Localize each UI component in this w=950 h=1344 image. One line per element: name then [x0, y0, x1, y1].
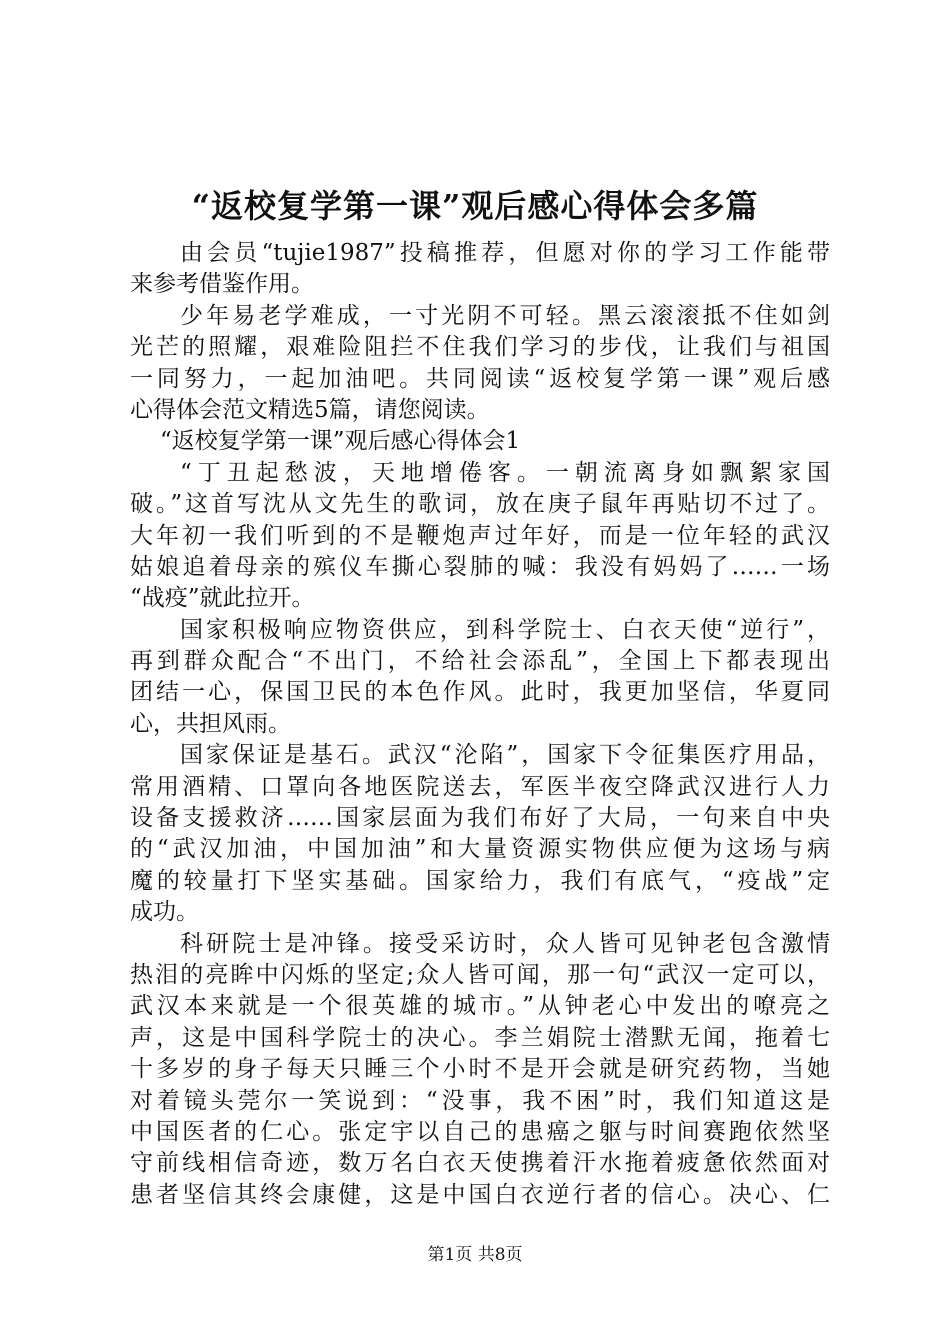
- paragraph-line: “战疫”就此拉开。: [130, 585, 315, 612]
- paragraph-line: 一同努力，一起加油吧。共同阅读“返校复学第一课”观后感: [130, 365, 830, 392]
- document-body: [130, 238, 830, 1211]
- paragraph-line: 常用酒精、口罩向各地医院送去，军医半夜空降武汉进行人力: [130, 773, 830, 800]
- paragraph-line: 中国医者的仁心。张定宇以自己的患癌之躯与时间赛跑依然坚: [130, 1118, 830, 1145]
- paragraph-line: 对着镜头莞尔一笑说到：“没事，我不困”时，我们知道这是: [130, 1087, 830, 1114]
- paragraph-line: 国家积极响应物资供应，到科学院士、白衣天使“逆行”，: [180, 616, 830, 643]
- paragraph-line: 来参考借鉴作用。: [130, 271, 314, 298]
- paragraph-line: 光芒的照耀，艰难险阻拦不住我们学习的步伐，让我们与祖国: [130, 334, 830, 361]
- paragraph-line: 的“武汉加油，中国加油”和大量资源实物供应便为这场与病: [130, 836, 830, 863]
- paragraph-line: 破。”这首写沈从文先生的歌词，放在庚子鼠年再贴切不过了。: [130, 491, 830, 518]
- paragraph-line: “丁丑起愁波，天地增倦客。一朝流离身如飘絮家国: [180, 459, 830, 486]
- paragraph-line: 武汉本来就是一个很英雄的城市。”从钟老心中发出的嘹亮之: [130, 993, 830, 1020]
- paragraph-line: 设备支援救济……国家层面为我们布好了大局，一句来自中央: [130, 805, 830, 832]
- paragraph-line: 声，这是中国科学院士的决心。李兰娟院士潜默无闻，拖着七: [130, 1024, 830, 1051]
- paragraph-line: 心得体会范文精选5篇，请您阅读。: [130, 396, 490, 423]
- paragraph-line: 患者坚信其终会康健，这是中国白衣逆行者的信心。决心、仁: [130, 1181, 830, 1208]
- paragraph-line: 十多岁的身子每天只睡三个小时不是开会就是研究药物，当她: [130, 1056, 830, 1083]
- paragraph-line: 姑娘追着母亲的殡仪车撕心裂肺的喊：我没有妈妈了……一场: [130, 553, 830, 580]
- paragraph-line: 科研院士是冲锋。接受采访时，众人皆可见钟老包含激情: [180, 930, 830, 957]
- paragraph-line: 团结一心，保国卫民的本色作风。此时，我更加坚信，华夏同: [130, 679, 830, 706]
- paragraph-line: 大年初一我们听到的不是鞭炮声过年好，而是一位年轻的武汉: [130, 522, 830, 549]
- paragraph-line: 成功。: [130, 899, 199, 926]
- paragraph-line: 由会员“tujie1987”投稿推荐，但愿对你的学习工作能带: [180, 240, 830, 266]
- paragraph-line: 守前线相信奇迹，数万名白衣天使携着汗水拖着疲惫依然面对: [130, 1150, 830, 1177]
- paragraph-line: 心，共担风雨。: [130, 710, 291, 737]
- page-number-footer: 第1页 共8页: [427, 1245, 523, 1265]
- section-heading: “返校复学第一课”观后感心得体会1: [160, 428, 521, 455]
- paragraph-line: 魔的较量打下坚实基础。国家给力，我们有底气，“疫战”定: [130, 867, 830, 894]
- paragraph-line: 再到群众配合“不出门，不给社会添乱”，全国上下都表现出: [130, 648, 830, 675]
- paragraph-line: 少年易老学难成，一寸光阴不可轻。黑云滚滚抵不住如剑: [180, 302, 830, 329]
- paragraph-line: 国家保证是基石。武汉“沦陷”，国家下令征集医疗用品，: [180, 742, 830, 769]
- paragraph-line: 热泪的亮眸中闪烁的坚定;众人皆可闻，那一句“武汉一定可以，: [130, 961, 830, 988]
- document-title: “返校复学第一课”观后感心得体会多篇: [191, 187, 759, 225]
